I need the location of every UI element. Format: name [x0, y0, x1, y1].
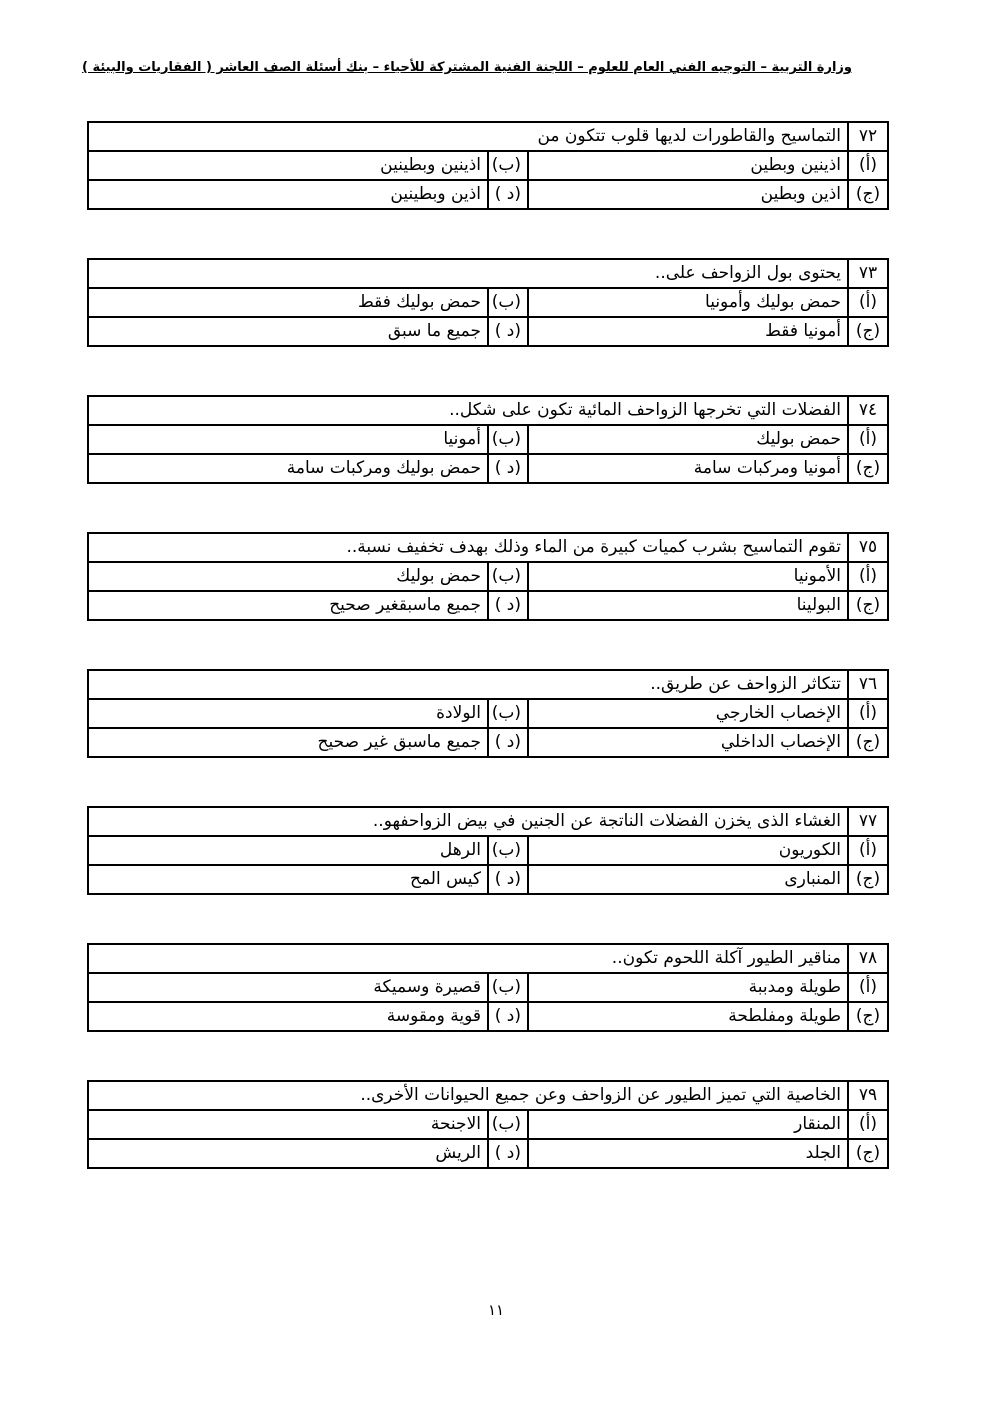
question-stem: الفضلات التي تخرجها الزواحف المائية تكون على شكل.. — [88, 396, 848, 425]
option-text: اذين وبطينين — [88, 180, 488, 209]
option-letter: (ج) — [848, 728, 888, 757]
options-row — [88, 562, 888, 591]
option-text: الكوريون — [528, 836, 848, 865]
option-letter: (ج) — [848, 454, 888, 483]
question-number: ٧٣ — [848, 259, 888, 288]
option-text: اذينين وبطين — [528, 151, 848, 180]
question-number: ٧٩ — [848, 1081, 888, 1110]
options-row — [88, 836, 888, 865]
option-letter: (د ) — [488, 865, 528, 894]
options-row — [88, 317, 888, 346]
question-stem: مناقير الطيور آكلة اللحوم تكون.. — [88, 944, 848, 973]
options-row — [88, 1002, 888, 1031]
option-letter: (ب) — [488, 151, 528, 180]
option-letter: (أ) — [848, 562, 888, 591]
question-number: ٧٦ — [848, 670, 888, 699]
option-text: الأمونيا — [528, 562, 848, 591]
option-letter: (ب) — [488, 425, 528, 454]
question-number: ٧٢ — [848, 122, 888, 151]
question-row — [88, 533, 888, 562]
option-text: اذينين وبطينين — [88, 151, 488, 180]
options-row — [88, 425, 888, 454]
option-text: حمض بوليك — [88, 562, 488, 591]
option-text: أمونيا ومركبات سامة — [528, 454, 848, 483]
question-block — [87, 532, 889, 621]
question-row — [88, 670, 888, 699]
option-text: حمض بوليك وأمونيا — [528, 288, 848, 317]
questions-container — [89, 121, 889, 1217]
option-letter: (ب) — [488, 699, 528, 728]
option-text: حمض بوليك فقط — [88, 288, 488, 317]
option-letter: (أ) — [848, 1110, 888, 1139]
options-row — [88, 973, 888, 1002]
question-number: ٧٧ — [848, 807, 888, 836]
question-block — [87, 669, 889, 758]
question-stem: الخاصية التي تميز الطيور عن الزواحف وعن جميع الحيوانات الأخرى.. — [88, 1081, 848, 1110]
page-number: ١١ — [487, 1301, 505, 1319]
option-text: المنقار — [528, 1110, 848, 1139]
option-text: قوية ومقوسة — [88, 1002, 488, 1031]
question-number: ٧٤ — [848, 396, 888, 425]
options-row — [88, 288, 888, 317]
option-text: الجلد — [528, 1139, 848, 1168]
options-row — [88, 728, 888, 757]
question-block — [87, 943, 889, 1032]
question-block — [87, 806, 889, 895]
options-row — [88, 1110, 888, 1139]
option-letter: (أ) — [848, 699, 888, 728]
option-text: جميع ماسبق غير صحيح — [88, 728, 488, 757]
options-row — [88, 865, 888, 894]
options-row — [88, 591, 888, 620]
option-letter: (ب) — [488, 562, 528, 591]
option-letter: (ب) — [488, 288, 528, 317]
question-stem: التماسيح والقاطورات لديها قلوب تتكون من — [88, 122, 848, 151]
question-block — [87, 258, 889, 347]
option-text: الإخصاب الخارجي — [528, 699, 848, 728]
question-block — [87, 1080, 889, 1169]
option-letter: (د ) — [488, 1002, 528, 1031]
question-row — [88, 944, 888, 973]
question-number: ٧٨ — [848, 944, 888, 973]
option-letter: (د ) — [488, 180, 528, 209]
question-number: ٧٥ — [848, 533, 888, 562]
question-row — [88, 396, 888, 425]
options-row — [88, 180, 888, 209]
option-text: جميع ما سبق — [88, 317, 488, 346]
question-row — [88, 259, 888, 288]
question-block — [87, 395, 889, 484]
option-text: جميع ماسبقغير صحيح — [88, 591, 488, 620]
option-letter: (أ) — [848, 151, 888, 180]
question-stem: الغشاء الذى يخزن الفضلات الناتجة عن الجنين في بيض الزواحفهو.. — [88, 807, 848, 836]
option-letter: (ج) — [848, 865, 888, 894]
option-letter: (د ) — [488, 317, 528, 346]
option-letter: (ج) — [848, 591, 888, 620]
option-letter: (أ) — [848, 425, 888, 454]
question-stem: تتكاثر الزواحف عن طريق.. — [88, 670, 848, 699]
option-text: المنبارى — [528, 865, 848, 894]
option-text: البولينا — [528, 591, 848, 620]
page-header: وزارة التربية – التوجيه الفني العام للعلوم – اللجنة الفنية المشتركة للأحياء – بنك أسئلة الصف العاشر ( الفقاريات والبيئة ) — [81, 60, 852, 75]
option-letter: (ب) — [488, 836, 528, 865]
question-row — [88, 807, 888, 836]
option-text: الرهل — [88, 836, 488, 865]
option-text: الولادة — [88, 699, 488, 728]
question-stem: يحتوى بول الزواحف على.. — [88, 259, 848, 288]
options-row — [88, 1139, 888, 1168]
question-block — [87, 121, 889, 210]
option-text: طويلة ومفلطحة — [528, 1002, 848, 1031]
option-letter: (ج) — [848, 1139, 888, 1168]
question-row — [88, 122, 888, 151]
option-letter: (أ) — [848, 973, 888, 1002]
option-text: قصيرة وسميكة — [88, 973, 488, 1002]
option-letter: (د ) — [488, 1139, 528, 1168]
option-letter: (أ) — [848, 288, 888, 317]
option-letter: (ج) — [848, 1002, 888, 1031]
option-text: كيس المح — [88, 865, 488, 894]
option-letter: (د ) — [488, 454, 528, 483]
option-text: حمض بوليك ومركبات سامة — [88, 454, 488, 483]
option-letter: (د ) — [488, 591, 528, 620]
options-row — [88, 454, 888, 483]
option-letter: (ج) — [848, 317, 888, 346]
question-stem: تقوم التماسيح بشرب كميات كبيرة من الماء وذلك بهدف تخفيف نسبة.. — [88, 533, 848, 562]
option-text: الريش — [88, 1139, 488, 1168]
option-letter: (د ) — [488, 728, 528, 757]
option-text: طويلة ومدببة — [528, 973, 848, 1002]
options-row — [88, 151, 888, 180]
question-row — [88, 1081, 888, 1110]
option-text: اذين وبطين — [528, 180, 848, 209]
option-letter: (ب) — [488, 973, 528, 1002]
option-letter: (ج) — [848, 180, 888, 209]
option-text: حمض بوليك — [528, 425, 848, 454]
option-text: الاجنحة — [88, 1110, 488, 1139]
option-text: الإخصاب الداخلي — [528, 728, 848, 757]
option-letter: (ب) — [488, 1110, 528, 1139]
option-text: أمونيا — [88, 425, 488, 454]
option-text: أمونيا فقط — [528, 317, 848, 346]
options-row — [88, 699, 888, 728]
option-letter: (أ) — [848, 836, 888, 865]
